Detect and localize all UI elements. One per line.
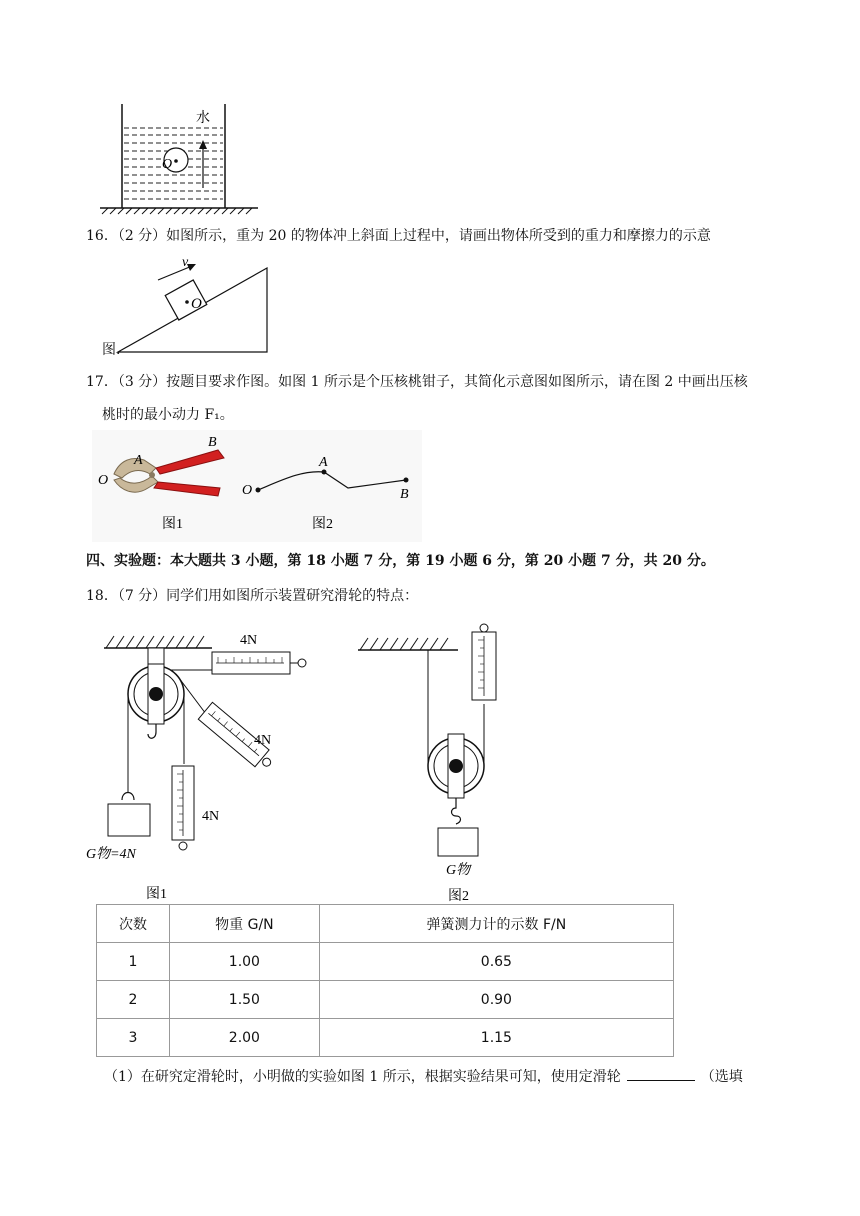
movable-pulley-figure	[354, 620, 514, 904]
water-container-figure	[96, 100, 266, 218]
table-cell: 0.65	[319, 943, 673, 981]
velocity-label: v	[182, 256, 189, 270]
section-4-heading: 四、实验题：本大题共 3 小题，第 18 小题 7 分，第 19 小题 6 分，第 20 小题 7 分，共 20 分。	[86, 553, 715, 569]
spring-scale-fig2	[472, 624, 496, 700]
answer-blank[interactable]	[627, 1066, 695, 1081]
weight-label: G物=4N	[86, 847, 136, 862]
table-cell: 1.00	[170, 943, 320, 981]
table-row	[97, 1019, 674, 1057]
label-diag-4n: 4N	[254, 733, 272, 748]
sub1-text-before: （1）在研究定滑轮时，小明做的实验如图 1 所示，根据实验结果可知，使用定滑轮	[104, 1069, 621, 1085]
table-header-cell: 弹簧测力计的示数 F/N	[319, 905, 673, 943]
question-18-text: 18．（7 分）同学们用如图所示装置研究滑轮的特点：	[86, 588, 419, 604]
fig1-label-o: O	[98, 473, 109, 488]
incline-figure	[110, 256, 270, 356]
nutcracker-figure	[92, 430, 422, 542]
fig2-label-o: O	[242, 483, 253, 498]
question-17-line2: 桃时的最小动力 F₁。	[102, 407, 234, 423]
fig1-caption: 图1	[146, 887, 167, 902]
weight-label-fig2: G物	[446, 863, 471, 878]
table-cell: 1	[97, 943, 170, 981]
table-cell: 2.00	[170, 1019, 320, 1057]
fixed-pulley-figure	[84, 624, 314, 904]
question-17-line1: 17．（3 分）按题目要求作图。如图 1 所示是个压核桃钳子，其简化示意图如图所示，请在图 2 中画出压核	[86, 374, 748, 390]
point-o-label: O	[162, 157, 173, 172]
table-cell: 0.90	[319, 981, 673, 1019]
fig2-label-a: A	[319, 455, 328, 470]
label-top-4n: 4N	[240, 633, 258, 648]
fig1-caption: 图1	[162, 517, 183, 532]
fig2-caption: 图2	[448, 889, 469, 904]
label-vert-4n: 4N	[202, 809, 220, 824]
table-cell: 1.15	[319, 1019, 673, 1057]
spring-scale-vertical	[172, 766, 194, 850]
point-o-label: O	[191, 296, 202, 312]
results-table	[96, 904, 674, 1057]
table-header-cell: 次数	[97, 905, 170, 943]
fig1-label-b: B	[208, 435, 217, 450]
question-16-tail: 图.	[102, 342, 121, 358]
fig2-caption: 图2	[312, 517, 333, 532]
table-row	[97, 943, 674, 981]
fig1-label-a: A	[134, 453, 143, 468]
question-16-text: 16．（2 分）如图所示，重为 20 的物体冲上斜面上过程中，请画出物体所受到的重力和摩擦力的示意	[86, 228, 711, 244]
table-cell: 1.50	[170, 981, 320, 1019]
table-row	[97, 981, 674, 1019]
spring-scale-top	[212, 652, 306, 674]
water-label: 水	[196, 111, 210, 126]
table-header-cell: 物重 G/N	[170, 905, 320, 943]
table-header-row	[97, 905, 674, 943]
question-18-sub1	[104, 1066, 743, 1087]
table-cell: 2	[97, 981, 170, 1019]
table-cell: 3	[97, 1019, 170, 1057]
fig2-label-b: B	[400, 487, 409, 502]
sub1-text-after: （选填	[700, 1069, 743, 1085]
